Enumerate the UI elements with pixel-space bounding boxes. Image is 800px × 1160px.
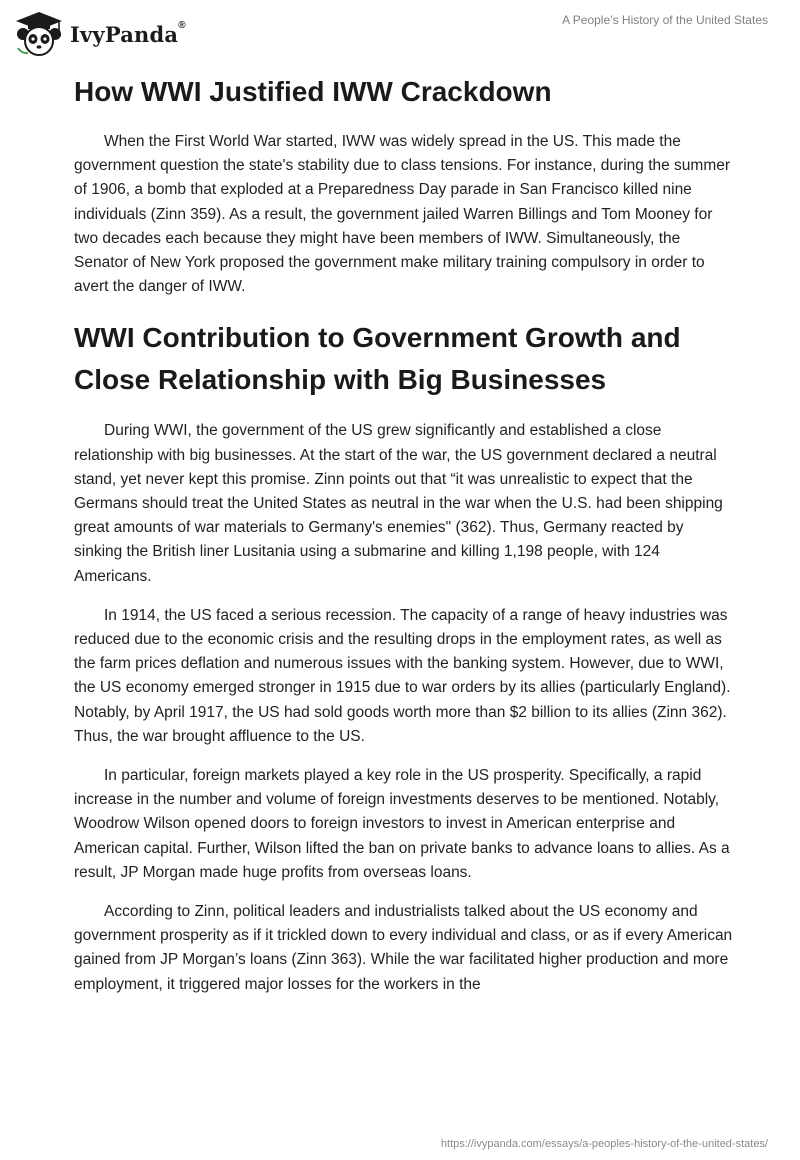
- source-url-link[interactable]: https://ivypanda.com/essays/a-peoples-history-of-the-united-states/: [440, 1138, 768, 1150]
- paragraph: In 1914, the US faced a serious recession. The capacity of a range of heavy industries was reduced due to the economic crisis and the resulting drops in the employment rates, as well as the farm prices deflation and numerous issues with the banking system. However, due to WWI, the US economy emerged stronger in 1915 due to war orders by its allies (particularly England). Notably, by April 1917, the US had sold goods worth more than $2 billion to its allies (Zinn 362). Thus, the war brought affluence to the US.: [74, 606, 731, 745]
- section-heading: WWI Contribution to Government Growth and Close Relationship with Big Businesses: [74, 322, 681, 396]
- section-heading: How WWI Justified IWW Crackdown: [74, 76, 552, 107]
- document-title: A People’s History of the United States: [562, 13, 768, 27]
- logo[interactable]: [14, 10, 186, 56]
- paragraph: According to Zinn, political leaders and industrialists talked about the US economy and government prosperity as if it trickled down to every individual and class, or as if every American gained from JP Morgan’s loans (Zinn 363). While the war facilitated higher production and more employment, it triggered major losses for the workers in the: [74, 903, 733, 993]
- essay-body: [74, 70, 734, 1012]
- panda-graduate-icon: [14, 10, 64, 56]
- paragraph: When the First World War started, IWW was widely spread in the US. This made the government question the state's stability due to class tensions. For instance, during the summer of 1906, a bomb that exploded at a Preparedness Day parade in San Francisco killed nine individuals (Zinn 359). As a result, the government jailed Warren Billings and Tom Mooney for two decades each because they might have been members of IWW. Simultaneously, the Senator of New York proposed the government make military training compulsory in order to avert the danger of IWW.: [74, 133, 731, 296]
- paragraph: In particular, foreign markets played a key role in the US prosperity. Specifically, a rapid increase in the number and volume of foreign investments deserves to be mentioned. Notably, Woodrow Wilson opened doors to foreign investors to invest in American enterprise and American capital. Further, Wilson lifted the ban on private banks to advance loans to allies. As a result, JP Morgan made huge profits from overseas loans.: [74, 767, 730, 881]
- brand-name: IvyPanda®: [70, 19, 186, 47]
- page-header: [0, 0, 800, 64]
- paragraph: During WWI, the government of the US grew significantly and established a close relationship with big businesses. At the start of the war, the US government declared a neutral stand, yet never kept this promise. Zinn points out that “it was unrealistic to expect that the Germans should treat the United States as neutral in the war when the U.S. had been shipping great amounts of war materials to Germany's enemies" (362). Thus, Germany reacted by sinking the British liner Lusitania using a submarine and killing 1,198 people, with 124 Americans.: [74, 422, 723, 585]
